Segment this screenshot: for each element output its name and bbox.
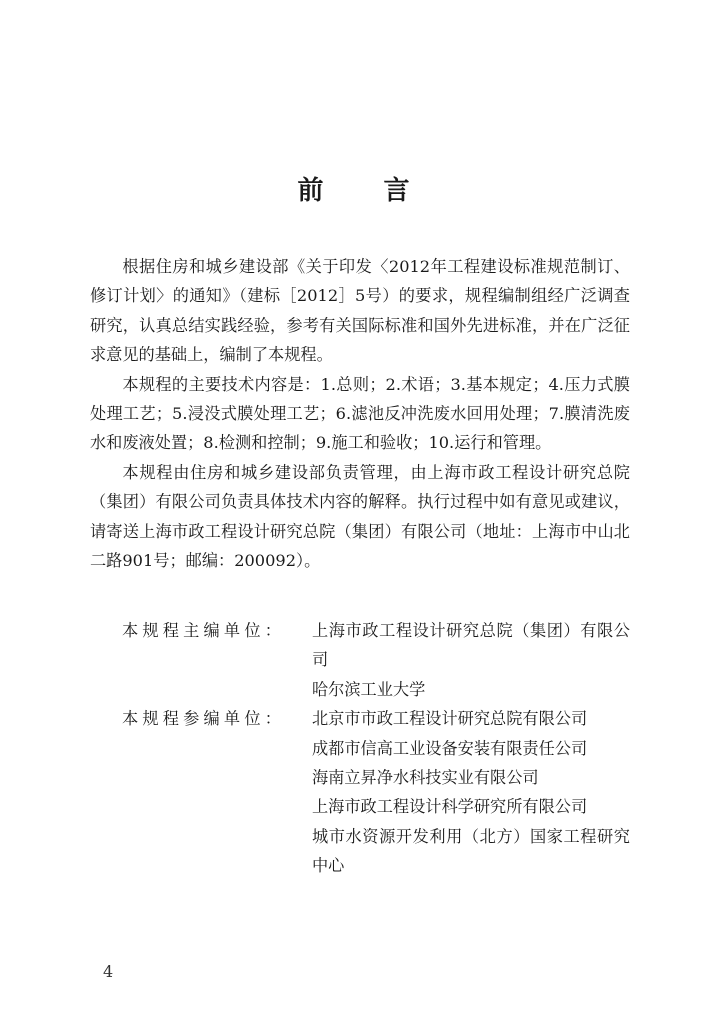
participating-unit-item: 上海市政工程设计科学研究所有限公司 — [312, 797, 588, 817]
participating-units-list — [312, 704, 630, 880]
paragraph-contents: 本规程的主要技术内容是：1.总则；2.术语；3.基本规定；4.压力式膜处理工艺；5.浸没式膜处理工艺；6.滤池反冲洗废水回用处理；7.膜清洗废水和废液处置；8.检测和控制；9.施工和验收；10.运行和管理。 — [90, 374, 630, 453]
chief-units-label: 本规程主编单位： — [122, 621, 286, 640]
participating-units-group — [90, 704, 630, 880]
participating-unit-item: 北京市市政工程设计研究总院有限公司 — [312, 709, 588, 729]
preface-body — [90, 252, 630, 575]
chief-units-group — [90, 616, 630, 704]
chief-unit-item: 上海市政工程设计研究总院（集团）有限公司 — [312, 621, 630, 670]
title-char-1: 前 — [297, 176, 324, 206]
participating-unit-item: 海南立昇净水科技实业有限公司 — [312, 768, 539, 788]
paragraph-management: 本规程由住房和城乡建设部负责管理，由上海市政工程设计研究总院（集团）有限公司负责具体技术内容的解释。执行过程中如有意见或建议，请寄送上海市政工程设计研究总院（集团）有限公司（地址：上海市中山北二路901号；邮编：200092）。 — [90, 462, 630, 571]
participating-unit-item: 成都市信高工业设备安装有限责任公司 — [312, 738, 588, 758]
participating-unit-item: 城市水资源开发利用（北方）国家工程研究中心 — [312, 826, 630, 876]
units-section — [90, 616, 630, 881]
page-number: 4 — [103, 962, 114, 981]
title-char-2: 言 — [383, 176, 410, 206]
chief-units-list — [312, 616, 630, 704]
chief-unit-item: 哈尔滨工业大学 — [312, 679, 426, 699]
paragraph-background: 根据住房和城乡建设部《关于印发〈2012年工程建设标准规范制订、修订计划〉的通知》（建标［2012］5号）的要求，规程编制组经广泛调查研究，认真总结实践经验，参考有关国际标准和国外先进标准，并在广泛征求意见的基础上，编制了本规程。 — [90, 257, 630, 365]
participating-units-label: 本规程参编单位： — [122, 709, 286, 729]
page-title — [0, 170, 707, 207]
